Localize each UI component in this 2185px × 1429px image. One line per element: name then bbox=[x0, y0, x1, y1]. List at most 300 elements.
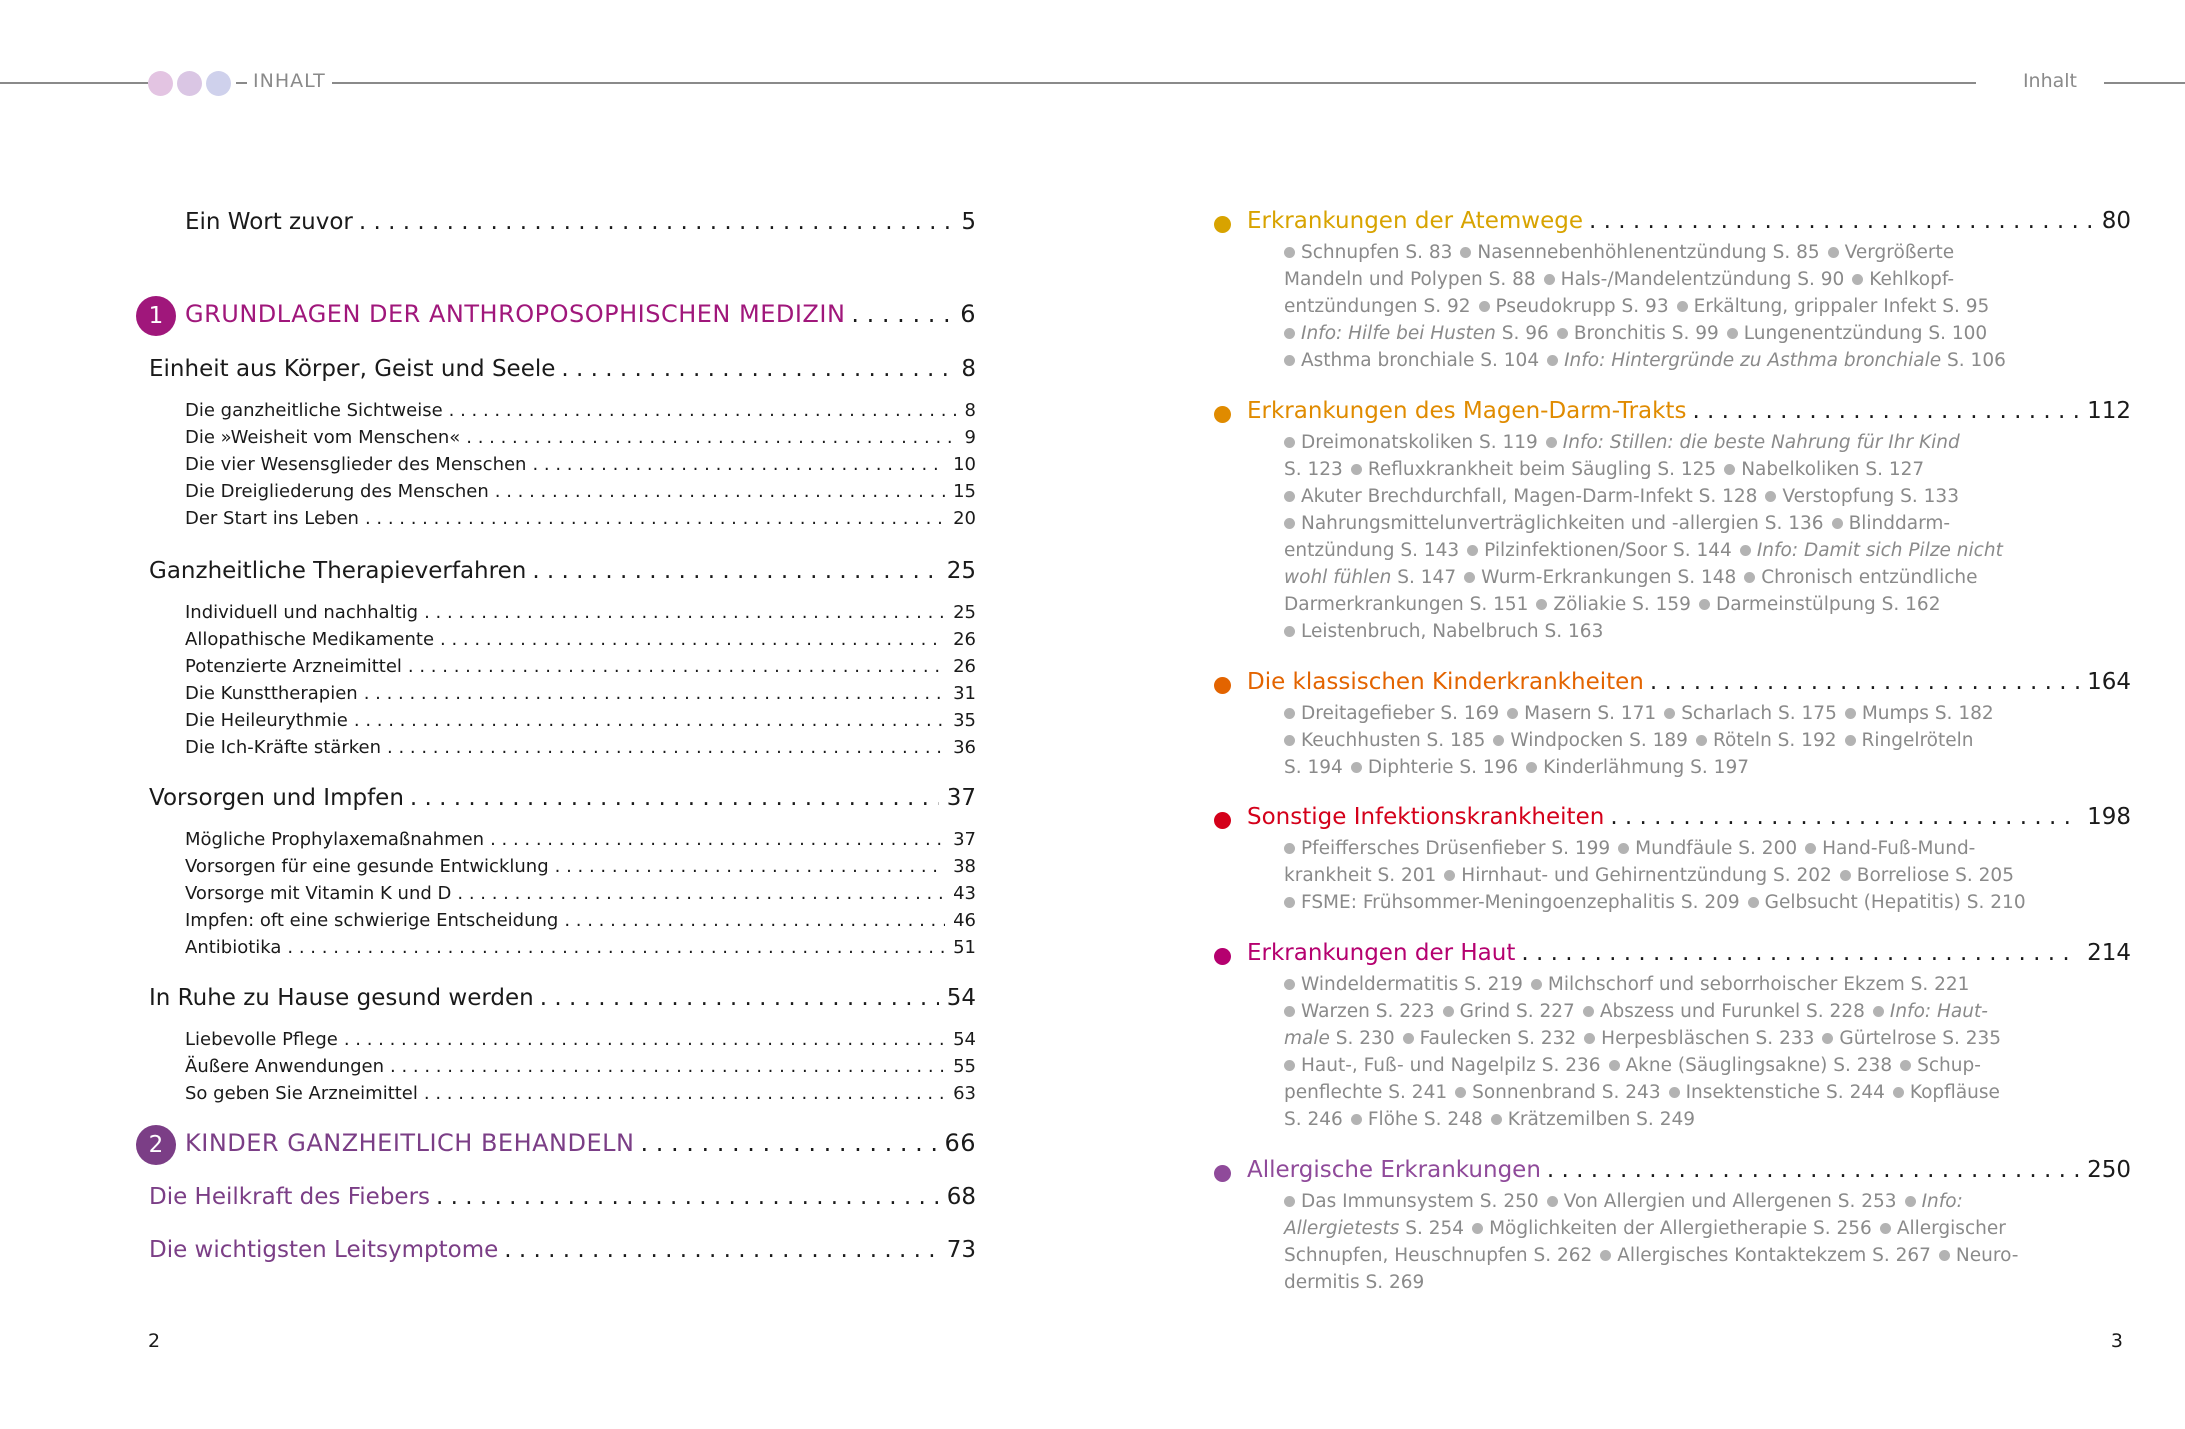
right-page bbox=[1092, 0, 2185, 1429]
topic-text: Lungenentzündung S. 100 bbox=[1743, 323, 1988, 344]
topic-text: male S. 230 bbox=[1284, 1028, 1395, 1049]
topic-text: Abszess und Furunkel S. 228 bbox=[1599, 1001, 1865, 1022]
bullet-icon bbox=[1845, 708, 1856, 719]
toc-entry-title: Erkrankungen des Magen-Darm-Trakts bbox=[1247, 398, 1687, 424]
topic-text: Akne (Säuglingsakne) S. 238 bbox=[1625, 1055, 1893, 1076]
toc-section[interactable] bbox=[149, 1237, 976, 1263]
topic-line bbox=[1284, 1188, 1982, 1215]
bullet-icon bbox=[1699, 599, 1710, 610]
bullet-icon bbox=[1880, 1223, 1891, 1234]
topic-text: Hirnhaut- und Gehirnentzündung S. 202 bbox=[1461, 865, 1832, 886]
toc-entry-page: 55 bbox=[953, 1056, 976, 1077]
toc-subsection[interactable] bbox=[185, 683, 976, 704]
topic-text: Insektenstiche S. 244 bbox=[1685, 1082, 1885, 1103]
topic-text: S. 123 bbox=[1284, 459, 1343, 480]
topic-text: Windpocken S. 189 bbox=[1510, 730, 1688, 751]
bullet-icon bbox=[1547, 1196, 1558, 1207]
topic-text: Hand-Fuß-Mund- bbox=[1822, 838, 1976, 859]
bullet-icon bbox=[1740, 545, 1751, 556]
bullet-icon bbox=[1460, 247, 1471, 258]
toc-entry-page: 43 bbox=[953, 883, 976, 904]
bullet-icon bbox=[1284, 491, 1295, 502]
topic-text: Krätzemilben S. 249 bbox=[1507, 1109, 1696, 1130]
toc-section-right[interactable] bbox=[1247, 1157, 2131, 1183]
toc-entry-title: Die klassischen Kinderkrankheiten bbox=[1247, 669, 1644, 695]
bullet-icon bbox=[1444, 870, 1455, 881]
topic-text: Kehlkopf- bbox=[1869, 269, 1955, 290]
topic-text: Chronisch entzündliche bbox=[1761, 567, 1978, 588]
topic-text: Info: Hintergründe zu Asthma bronchiale S. 106 bbox=[1564, 350, 2006, 371]
topic-line bbox=[1284, 862, 2014, 889]
toc-entry-title: Impfen: oft eine schwierige Entscheidung bbox=[185, 910, 559, 931]
toc-entry-page: 250 bbox=[2087, 1157, 2131, 1183]
dot-leader bbox=[408, 656, 945, 677]
toc-entry-page: 73 bbox=[946, 1237, 976, 1263]
topic-line bbox=[1284, 1025, 2002, 1052]
bullet-icon bbox=[1840, 870, 1851, 881]
toc-section-right[interactable] bbox=[1247, 804, 2131, 830]
dot-leader bbox=[555, 856, 945, 877]
topic-line bbox=[1284, 510, 1982, 537]
toc-subsection[interactable] bbox=[185, 1029, 976, 1050]
topic-text: Bronchitis S. 99 bbox=[1573, 323, 1719, 344]
toc-section[interactable] bbox=[149, 558, 976, 584]
bullet-icon bbox=[1724, 464, 1735, 475]
dot-leader bbox=[532, 454, 945, 475]
topic-line bbox=[1284, 1269, 1982, 1296]
toc-entry-title: Der Start ins Leben bbox=[185, 508, 359, 529]
topic-text: Nasennebenhöhlenentzündung S. 85 bbox=[1477, 242, 1820, 263]
toc-entry-title: Vorsorgen für eine gesunde Entwicklung bbox=[185, 856, 549, 877]
toc-entry-title: Sonstige Infektionskrankheiten bbox=[1247, 804, 1605, 830]
section-color-dot bbox=[1214, 812, 1231, 829]
bullet-icon bbox=[1873, 1006, 1884, 1017]
section-topics bbox=[1284, 835, 2026, 916]
header-dot-2 bbox=[177, 71, 202, 96]
toc-entry-title: Potenzierte Arzneimittel bbox=[185, 656, 402, 677]
topic-line bbox=[1284, 835, 1982, 862]
toc-entry-title: Äußere Anwendungen bbox=[185, 1056, 385, 1077]
bullet-icon bbox=[1905, 1196, 1916, 1207]
bullet-icon bbox=[1618, 843, 1629, 854]
topic-text: Borreliose S. 205 bbox=[1856, 865, 2014, 886]
toc-entry-page: 25 bbox=[946, 558, 976, 584]
bullet-icon bbox=[1893, 1087, 1904, 1098]
topic-line bbox=[1284, 1242, 2019, 1269]
topic-text: wohl fühlen S. 147 bbox=[1284, 567, 1457, 588]
toc-entry-page: 51 bbox=[953, 937, 976, 958]
bullet-icon bbox=[1609, 1060, 1620, 1071]
bullet-icon bbox=[1765, 491, 1776, 502]
bullet-icon bbox=[1600, 1250, 1611, 1261]
topic-text: Pfeiffersches Drüsenfieber S. 199 bbox=[1301, 838, 1611, 859]
bullet-icon bbox=[1536, 599, 1547, 610]
bullet-icon bbox=[1744, 572, 1755, 583]
topic-line bbox=[1284, 971, 1982, 998]
bullet-icon bbox=[1507, 708, 1518, 719]
topic-text: Sonnenbrand S. 243 bbox=[1472, 1082, 1661, 1103]
toc-section[interactable] bbox=[149, 1184, 976, 1210]
dot-leader bbox=[1692, 398, 2079, 424]
bullet-icon bbox=[1900, 1060, 1911, 1071]
toc-entry-page: 112 bbox=[2087, 398, 2131, 424]
toc-entry-title: Ganzheitliche Therapieverfahren bbox=[149, 558, 527, 584]
bullet-icon bbox=[1677, 301, 1688, 312]
dot-leader bbox=[387, 737, 945, 758]
topic-text: Leistenbruch, Nabelbruch S. 163 bbox=[1301, 621, 1604, 642]
toc-entry-page: 54 bbox=[953, 1029, 976, 1050]
toc-entry-page: 20 bbox=[953, 508, 976, 529]
header-rule-right bbox=[1092, 82, 1976, 84]
topic-text: Schnupfen, Heuschnupfen S. 262 bbox=[1284, 1245, 1593, 1266]
bullet-icon bbox=[1664, 708, 1675, 719]
topic-text: Neuro- bbox=[1955, 1245, 2019, 1266]
toc-section-right[interactable] bbox=[1247, 398, 2131, 424]
bullet-icon bbox=[1748, 897, 1759, 908]
topic-line bbox=[1284, 483, 1982, 510]
toc-entry-page: 46 bbox=[953, 910, 976, 931]
bullet-icon bbox=[1284, 897, 1295, 908]
topic-text: Warzen S. 223 bbox=[1301, 1001, 1435, 1022]
topic-text: Vergrößerte bbox=[1844, 242, 1955, 263]
topic-line bbox=[1284, 700, 1994, 727]
toc-entry-page: 63 bbox=[953, 1083, 976, 1104]
topic-text: Akuter Brechdurchfall, Magen-Darm-Infekt S. 128 bbox=[1301, 486, 1758, 507]
bullet-icon bbox=[1845, 735, 1856, 746]
dot-leader bbox=[1589, 208, 2094, 234]
dot-leader bbox=[365, 508, 945, 529]
bullet-icon bbox=[1939, 1250, 1950, 1261]
topic-text: Gürtelrose S. 235 bbox=[1839, 1028, 2002, 1049]
toc-entry-title: Die Dreigliederung des Menschen bbox=[185, 481, 489, 502]
topic-text: Das Immunsystem S. 250 bbox=[1301, 1191, 1539, 1212]
header-dot-1 bbox=[148, 71, 173, 96]
dot-leader bbox=[424, 1083, 945, 1104]
dot-leader bbox=[561, 356, 953, 382]
toc-subsection[interactable] bbox=[185, 1083, 976, 1104]
topic-text: Möglichkeiten der Allergietherapie S. 256 bbox=[1489, 1218, 1872, 1239]
toc-entry-title: Mögliche Prophylaxemaßnahmen bbox=[185, 829, 485, 850]
dot-leader bbox=[640, 1129, 936, 1157]
topic-line bbox=[1284, 754, 1982, 781]
toc-entry-page: 10 bbox=[953, 454, 976, 475]
topic-line bbox=[1284, 456, 1982, 483]
topic-line bbox=[1284, 429, 1982, 456]
topic-line bbox=[1284, 889, 2026, 916]
topic-text: Haut-, Fuß- und Nagelpilz S. 236 bbox=[1301, 1055, 1601, 1076]
header-rule-left bbox=[0, 82, 148, 84]
bullet-icon bbox=[1284, 1196, 1295, 1207]
dot-leader bbox=[410, 785, 939, 811]
bullet-icon bbox=[1284, 735, 1295, 746]
bullet-icon bbox=[1546, 437, 1557, 448]
toc-entry-page: 68 bbox=[946, 1184, 976, 1210]
toc-section[interactable] bbox=[149, 356, 976, 382]
topic-text: Milchschorf und seborrhoischer Ekzem S. 221 bbox=[1547, 974, 1970, 995]
topic-text: Zöliakie S. 159 bbox=[1553, 594, 1691, 615]
topic-text: krankheit S. 201 bbox=[1284, 865, 1437, 886]
topic-text: Info: Hilfe bei Husten S. 96 bbox=[1301, 323, 1549, 344]
bullet-icon bbox=[1832, 518, 1843, 529]
bullet-icon bbox=[1284, 1006, 1295, 1017]
topic-text: Pseudokrupp S. 93 bbox=[1495, 296, 1669, 317]
topic-text: Ringelröteln bbox=[1861, 730, 1974, 751]
toc-entry-title: Allergische Erkrankungen bbox=[1247, 1157, 1541, 1183]
topic-line bbox=[1284, 727, 1982, 754]
bullet-icon bbox=[1852, 274, 1863, 285]
bullet-icon bbox=[1583, 1006, 1594, 1017]
toc-entry-page: 37 bbox=[946, 785, 976, 811]
section-color-dot bbox=[1214, 406, 1231, 423]
header-dot-3 bbox=[206, 71, 231, 96]
toc-entry-page: 38 bbox=[953, 856, 976, 877]
section-topics bbox=[1284, 1188, 2019, 1296]
toc-entry-page: 37 bbox=[953, 829, 976, 850]
toc-entry-title: Individuell und nachhaltig bbox=[185, 602, 419, 623]
toc-entry-title: Erkrankungen der Atemwege bbox=[1247, 208, 1583, 234]
bullet-icon bbox=[1493, 735, 1504, 746]
bullet-icon bbox=[1284, 247, 1295, 258]
dot-leader bbox=[449, 400, 957, 421]
topic-text: Erkältung, grippaler Infekt S. 95 bbox=[1693, 296, 1990, 317]
left-page bbox=[0, 0, 1092, 1429]
topic-line bbox=[1284, 293, 1990, 320]
topic-text: Von Allergien und Allergenen S. 253 bbox=[1563, 1191, 1897, 1212]
dot-leader bbox=[1521, 940, 2079, 966]
header-rule-left-2 bbox=[236, 82, 1092, 84]
dot-leader bbox=[354, 710, 945, 731]
header-label-left: INHALT bbox=[247, 70, 332, 92]
toc-subsection[interactable] bbox=[185, 629, 976, 650]
toc-section-right[interactable] bbox=[1247, 940, 2131, 966]
topic-text: Masern S. 171 bbox=[1524, 703, 1657, 724]
toc-subsection[interactable] bbox=[185, 710, 976, 731]
topic-text: Flöhe S. 248 bbox=[1367, 1109, 1483, 1130]
toc-entry-title: Die wichtigsten Leitsymptome bbox=[149, 1237, 499, 1263]
toc-subsection[interactable] bbox=[185, 829, 976, 850]
dot-leader bbox=[1610, 804, 2079, 830]
bullet-icon bbox=[1557, 328, 1568, 339]
toc-entry-page: 5 bbox=[961, 209, 976, 235]
topic-text: Mandeln und Polypen S. 88 bbox=[1284, 269, 1536, 290]
dot-leader bbox=[466, 427, 956, 448]
topic-text: S. 194 bbox=[1284, 757, 1343, 778]
toc-subsection[interactable] bbox=[185, 454, 976, 475]
dot-leader bbox=[532, 558, 938, 584]
toc-entry-title: Die »Weisheit vom Menschen« bbox=[185, 427, 461, 448]
toc-chapter-2[interactable] bbox=[185, 1129, 976, 1157]
toc-entry-title: Vorsorge mit Vitamin K und D bbox=[185, 883, 452, 904]
bullet-icon bbox=[1455, 1087, 1466, 1098]
topic-text: Hals-/Mandelentzündung S. 90 bbox=[1560, 269, 1845, 290]
bullet-icon bbox=[1284, 328, 1295, 339]
toc-intro[interactable] bbox=[185, 209, 976, 235]
bullet-icon bbox=[1284, 518, 1295, 529]
topic-line bbox=[1284, 591, 1982, 618]
toc-subsection[interactable] bbox=[185, 400, 976, 421]
toc-entry-title: KINDER GANZHEITLICH BEHANDELN bbox=[185, 1129, 635, 1157]
toc-entry-title: Die vier Wesensglieder des Menschen bbox=[185, 454, 527, 475]
bullet-icon bbox=[1284, 626, 1295, 637]
topic-line bbox=[1284, 537, 2003, 564]
topic-text: dermitis S. 269 bbox=[1284, 1272, 1425, 1293]
topic-text: Info: Damit sich Pilze nicht bbox=[1756, 540, 2003, 561]
toc-entry-page: 8 bbox=[964, 400, 976, 421]
toc-entry-title: GRUNDLAGEN DER ANTHROPOSOPHISCHEN MEDIZIN bbox=[185, 300, 846, 328]
toc-subsection[interactable] bbox=[185, 427, 976, 448]
toc-entry-title: Vorsorgen und Impfen bbox=[149, 785, 404, 811]
topic-text: Darmeinstülpung S. 162 bbox=[1715, 594, 1941, 615]
bullet-icon bbox=[1544, 274, 1555, 285]
toc-entry-page: 80 bbox=[2101, 208, 2131, 234]
toc-entry-page: 36 bbox=[953, 737, 976, 758]
toc-section[interactable] bbox=[149, 985, 976, 1011]
topic-text: Refluxkrankheit beim Säugling S. 125 bbox=[1367, 459, 1717, 480]
topic-text: Grind S. 227 bbox=[1459, 1001, 1575, 1022]
dot-leader bbox=[1547, 1157, 2079, 1183]
dot-leader bbox=[359, 209, 954, 235]
bullet-icon bbox=[1727, 328, 1738, 339]
toc-entry-title: Die Heilkraft des Fiebers bbox=[149, 1184, 431, 1210]
bullet-icon bbox=[1467, 545, 1478, 556]
topic-text: Kinderlähmung S. 197 bbox=[1543, 757, 1749, 778]
bullet-icon bbox=[1284, 843, 1295, 854]
bullet-icon bbox=[1472, 1223, 1483, 1234]
bullet-icon bbox=[1584, 1033, 1595, 1044]
toc-entry-title: Liebevolle Pflege bbox=[185, 1029, 338, 1050]
topic-text: Scharlach S. 175 bbox=[1681, 703, 1837, 724]
bullet-icon bbox=[1284, 355, 1295, 366]
bullet-icon bbox=[1805, 843, 1816, 854]
bullet-icon bbox=[1547, 355, 1558, 366]
toc-entry-page: 6 bbox=[960, 300, 976, 328]
bullet-icon bbox=[1284, 1060, 1295, 1071]
topic-text: Mundfäule S. 200 bbox=[1635, 838, 1798, 859]
toc-subsection[interactable] bbox=[185, 910, 976, 931]
page-number-right: 3 bbox=[2110, 1330, 2123, 1352]
topic-text: Allergisches Kontaktekzem S. 267 bbox=[1617, 1245, 1931, 1266]
toc-subsection[interactable] bbox=[185, 656, 976, 677]
bullet-icon bbox=[1284, 437, 1295, 448]
dot-leader bbox=[540, 985, 939, 1011]
toc-subsection[interactable] bbox=[185, 856, 976, 877]
dot-leader bbox=[440, 629, 945, 650]
toc-entry-title: Antibiotika bbox=[185, 937, 282, 958]
bullet-icon bbox=[1443, 1006, 1454, 1017]
bullet-icon bbox=[1351, 762, 1362, 773]
bullet-icon bbox=[1828, 247, 1839, 258]
dot-leader bbox=[1650, 669, 2079, 695]
topic-text: Dreitagefieber S. 169 bbox=[1301, 703, 1500, 724]
toc-entry-page: 31 bbox=[953, 683, 976, 704]
topic-text: penflechte S. 241 bbox=[1284, 1082, 1448, 1103]
toc-section[interactable] bbox=[149, 785, 976, 811]
toc-entry-title: Die Ich-Kräfte stärken bbox=[185, 737, 382, 758]
toc-entry-page: 25 bbox=[953, 602, 976, 623]
topic-text: Info: Stillen: die beste Nahrung für Ihr Kind bbox=[1562, 432, 1960, 453]
toc-subsection[interactable] bbox=[185, 602, 976, 623]
toc-entry-title: Die Kunsttherapien bbox=[185, 683, 358, 704]
topic-line bbox=[1284, 266, 1982, 293]
dot-leader bbox=[436, 1184, 939, 1210]
toc-entry-page: 198 bbox=[2087, 804, 2131, 830]
toc-subsection[interactable] bbox=[185, 481, 976, 502]
bullet-icon bbox=[1491, 1114, 1502, 1125]
toc-entry-page: 54 bbox=[946, 985, 976, 1011]
toc-section-right[interactable] bbox=[1247, 669, 2131, 695]
topic-text: Info: bbox=[1921, 1191, 1963, 1212]
bullet-icon bbox=[1669, 1087, 1680, 1098]
topic-line bbox=[1284, 320, 1988, 347]
dot-leader bbox=[495, 481, 945, 502]
toc-subsection[interactable] bbox=[185, 1056, 976, 1077]
topic-text: S. 246 bbox=[1284, 1109, 1343, 1130]
toc-entry-page: 35 bbox=[953, 710, 976, 731]
topic-text: Asthma bronchiale S. 104 bbox=[1301, 350, 1540, 371]
toc-subsection[interactable] bbox=[185, 508, 976, 529]
section-color-dot bbox=[1214, 216, 1231, 233]
toc-subsection[interactable] bbox=[185, 937, 976, 958]
topic-text: Gelbsucht (Hepatitis) S. 210 bbox=[1764, 892, 2026, 913]
topic-line bbox=[1284, 347, 2006, 374]
toc-entry-title: Erkrankungen der Haut bbox=[1247, 940, 1516, 966]
dot-leader bbox=[344, 1029, 945, 1050]
dot-leader bbox=[457, 883, 945, 904]
topic-text: Verstopfung S. 133 bbox=[1782, 486, 1959, 507]
topic-text: Faulecken S. 232 bbox=[1419, 1028, 1577, 1049]
bullet-icon bbox=[1284, 708, 1295, 719]
toc-entry-page: 214 bbox=[2087, 940, 2131, 966]
dot-leader bbox=[851, 300, 952, 328]
topic-line bbox=[1284, 1215, 2006, 1242]
dot-leader bbox=[390, 1056, 945, 1077]
topic-line bbox=[1284, 618, 1982, 645]
chapter-2-number-badge: 2 bbox=[136, 1125, 176, 1165]
topic-text: Mumps S. 182 bbox=[1861, 703, 1994, 724]
topic-text: Schup- bbox=[1917, 1055, 1981, 1076]
topic-text: FSME: Frühsommer-Meningoenzephalitis S. 209 bbox=[1301, 892, 1740, 913]
toc-entry-page: 66 bbox=[944, 1129, 976, 1157]
topic-text: Schnupfen S. 83 bbox=[1301, 242, 1453, 263]
section-topics bbox=[1284, 239, 2006, 374]
page-number-left: 2 bbox=[148, 1330, 161, 1352]
topic-text: Nabelkoliken S. 127 bbox=[1741, 459, 1925, 480]
toc-section-right[interactable] bbox=[1247, 208, 2131, 234]
bullet-icon bbox=[1479, 301, 1490, 312]
toc-entry-page: 164 bbox=[2087, 669, 2131, 695]
topic-text: entzündung S. 143 bbox=[1284, 540, 1460, 561]
section-topics bbox=[1284, 700, 1994, 781]
topic-text: Kopfläuse bbox=[1909, 1082, 2000, 1103]
dot-leader bbox=[504, 1237, 938, 1263]
toc-entry-title: Einheit aus Körper, Geist und Seele bbox=[149, 356, 556, 382]
toc-entry-title: So geben Sie Arzneimittel bbox=[185, 1083, 418, 1104]
section-color-dot bbox=[1214, 948, 1231, 965]
toc-entry-page: 15 bbox=[953, 481, 976, 502]
bullet-icon bbox=[1526, 762, 1537, 773]
toc-entry-page: 26 bbox=[953, 656, 976, 677]
section-color-dot bbox=[1214, 677, 1231, 694]
chapter-1-number-badge: 1 bbox=[136, 296, 176, 336]
bullet-icon bbox=[1284, 979, 1295, 990]
toc-chapter-1[interactable] bbox=[185, 300, 976, 328]
topic-text: Pilzinfektionen/Soor S. 144 bbox=[1484, 540, 1732, 561]
toc-subsection[interactable] bbox=[185, 737, 976, 758]
topic-text: Info: Haut- bbox=[1889, 1001, 1988, 1022]
toc-entry-title: Die Heileurythmie bbox=[185, 710, 348, 731]
toc-entry-page: 8 bbox=[961, 356, 976, 382]
toc-subsection[interactable] bbox=[185, 883, 976, 904]
